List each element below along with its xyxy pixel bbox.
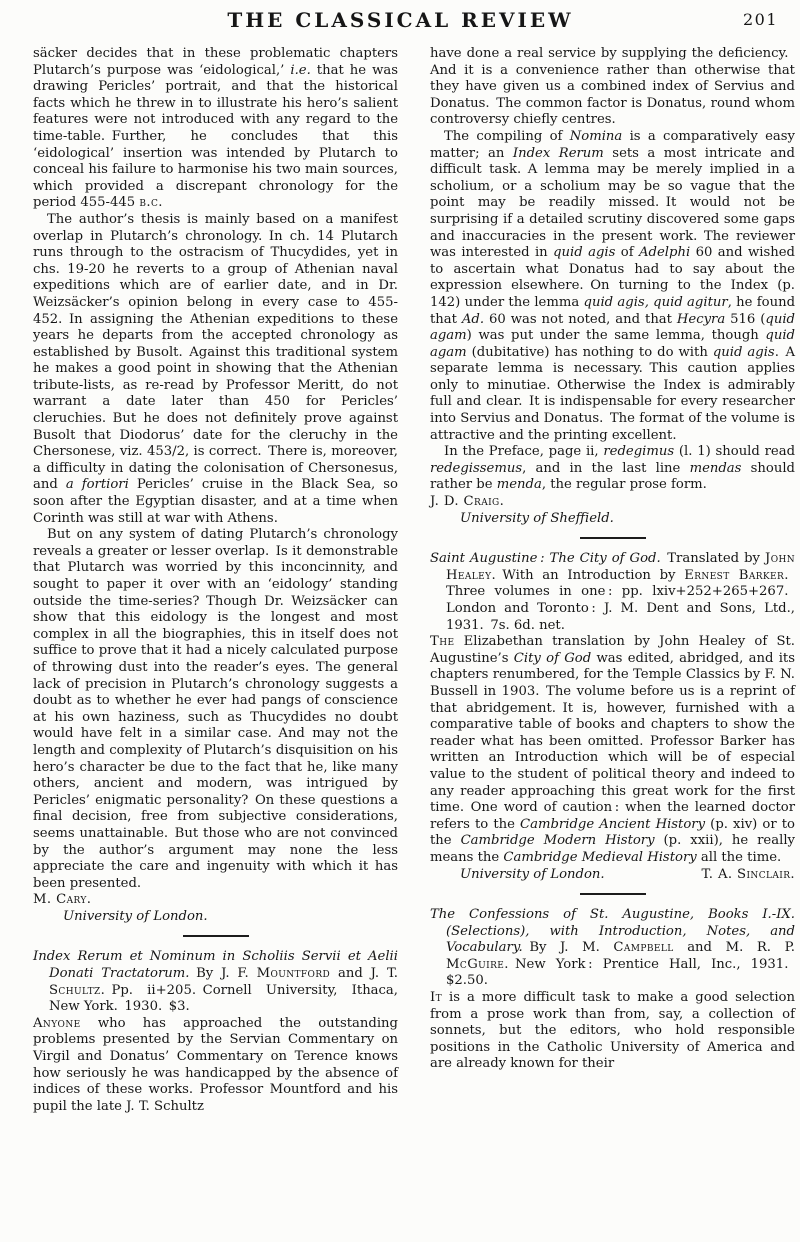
text-segment: Cambridge Modern History	[460, 833, 655, 849]
left-column	[33, 46, 398, 1115]
text-segment: säcker decides that in these problematic chapters Plutarch’s purpose was ‘eidological,’	[33, 46, 398, 78]
reviewer-signature	[430, 494, 795, 511]
text-segment: should rather be	[430, 460, 795, 493]
text-segment: (l. 1) should read	[674, 444, 796, 460]
text-segment: University of London.	[460, 866, 605, 882]
text-segment: The Confessions of St. Augustine, Books I.-IX. (Selections), with Introduction, Notes, and Vocabulary.	[430, 907, 795, 956]
text-segment: Campbell	[613, 940, 674, 956]
text-segment: 60 and wished to ascertain what Donatus had to say about the expression elsewhere. On turning to the Index (p. 142) under the lemma	[430, 245, 795, 310]
text-segment: . Three volumes in one : pp. lxiv+252+265+267. London and Toronto : J. M. Dent and Sons, Ltd., 1931. 7s. 6d. net.	[446, 567, 796, 633]
review-text-paragraph	[33, 527, 398, 892]
two-column-body	[33, 46, 796, 1115]
text-segment: The	[430, 634, 455, 650]
text-segment: By J. F.	[189, 966, 257, 982]
page-header	[33, 6, 796, 38]
text-segment: is a comparatively easy matter; an	[430, 128, 795, 161]
text-segment: of	[615, 245, 640, 261]
text-segment: , and in the last line	[522, 460, 690, 476]
text-segment: all the time.	[696, 849, 782, 865]
review-text-paragraph	[33, 46, 398, 212]
review-text-paragraph	[430, 129, 795, 444]
reviewer-signature	[33, 892, 398, 909]
text-segment: Ernest Barker	[684, 567, 785, 583]
text-segment: i.e.	[290, 62, 311, 78]
text-segment: Nomina	[569, 128, 623, 144]
text-segment: and J. T.	[330, 966, 399, 982]
text-segment: (dubitative) has nothing to do with	[466, 344, 713, 360]
text-segment: , he found that	[430, 294, 796, 327]
text-segment: Hecyra	[676, 311, 726, 327]
text-segment: The compiling of	[444, 128, 570, 144]
reviewer-affiliation	[33, 909, 398, 926]
text-segment: McGuire	[446, 956, 505, 972]
text-segment: a fortiori	[65, 477, 129, 493]
text-segment: Translated by	[660, 551, 766, 567]
text-segment: But on any system of dating Plutarch’s chronology reveals a greater or lesser overlap. Is it demonstrable that Plutarch was worried by this inconcinnity, and sought to paper it over with an ‘eidology’ standing outside the time-series? Though Dr. Weizsäcker can show that this eidology is the longest and most complex in all the biographies, this in itself does not suffice to prove that it had a nicely calculated purpose of throwing dust into the reader’s eyes. The general lack of precision in Plutarch’s chronology suggests a doubt as to whether he ever had pangs of conscience at his own haziness, such as Thucydides no doubt would have felt in a similar case. And may not the length and complexity of Plutarch’s disquisition on his hero’s character be due to the fact that he, like many others, ancient and modern, was intrigued by Pericles’ enigmatic personality? On these questions a final decision, free from subjective considerations, seems unattainable. But those who are not convinced by the author’s argument may none the less appreciate the care and ingenuity with which it has been presented.	[33, 527, 398, 891]
review-text-paragraph	[33, 1016, 398, 1116]
text-segment: b.c.	[139, 195, 163, 211]
text-segment: University of Sheffield.	[460, 510, 614, 526]
text-segment: In the Preface, page ii,	[444, 444, 604, 460]
text-segment: Index Rerum	[512, 145, 604, 161]
right-column	[430, 46, 795, 1115]
review-text-paragraph	[33, 212, 398, 527]
text-segment: redegissemus	[430, 460, 523, 476]
review-text-paragraph	[430, 444, 795, 494]
text-segment: Anyone	[33, 1015, 81, 1031]
text-segment: . A separate lemma is necessary. This caution applies only to minutiae. Otherwise the Index is admirably full and clear. It is indispensable for every researcher into Servius and Donatus. The format of the volume is attractive and the printing excellent.	[430, 344, 795, 443]
text-segment: , the regular prose form.	[541, 477, 707, 493]
text-segment: Ad.	[461, 311, 485, 327]
journal-title: THE CLASSICAL REVIEW	[227, 8, 574, 32]
text-segment: . Pp. ii+205. Cornell University, Ithaca, New York. 1930. $3.	[49, 982, 398, 1015]
text-segment: (p. xxii), he really means the	[430, 833, 795, 865]
text-segment: It	[430, 990, 443, 1006]
text-segment: sets a most intricate and difficult task. A lemma may be merely implied in a scholium, or a scholium may be so vague that the point may be readily missed. It would not be surprising if a detailed scrutiny discovered some gaps and inaccuracies in the present work. The reviewer was interested in	[430, 145, 795, 261]
text-segment: Adelphi	[639, 245, 691, 261]
text-segment: quid agis	[553, 245, 616, 261]
text-segment: 60 was not noted, and that	[484, 311, 677, 327]
book-citation-heading	[33, 949, 398, 1015]
text-segment: Cambridge Medieval History	[503, 849, 697, 865]
text-segment: quid agis, quid agitur	[583, 294, 728, 310]
text-segment: who has approached the outstanding problems presented by the Servian Commentary on Virgil and Donatus’ Commentary on Terence knows how seriously he was handicapped by the absence of indices of these works. Professor Mountford and his pupil the late J. T. Schultz	[33, 1015, 398, 1114]
page-number: 201	[742, 10, 778, 29]
text-segment: City of God	[513, 650, 592, 666]
text-segment: 516 (	[725, 311, 766, 327]
text-segment: was edited, abridged, and its chapters renumbered, for the Temple Classics by F. N. Bussell in 1903. The volume before us is a reprint of that abridgement. It is, however, furnished with a comparative table of books and chapters to show the reader what has been omitted. Professor Barker has written an Introduction which will be of especial value to the student of political theory and indeed to any reader approaching this great work for the first time. One word of caution : when the learned doctor refers to the	[430, 650, 796, 832]
review-separator-rule	[580, 537, 646, 539]
text-segment: John Healey	[446, 551, 796, 583]
text-segment: have done a real service by supplying the deficiency. And it is a convenience rather than otherwise that they have given us a combined index of Servius and Donatus. The common factor is Donatus, round whom controversy chiefly centres.	[430, 46, 795, 128]
text-segment: The author’s thesis is mainly based on a manifest overlap in Plutarch’s chronology. In ch. 14 Plutarch runs through to the ostracism of Thucydides, yet in chs. 19-20 he reverts to a group of Athenian naval expeditions which are of earlier date, and in Dr. Weizsäcker’s opinion belong in every case to 455-452. In assigning the Athenian expeditions to these years he departs from the accepted chronology as established by Busolt. Against this traditional system he makes a good point in showing that the Athenian tribute-lists, as re-read by Professor Meritt, do not warrant a date later than 450 for Pericles’ cleruchies. But he does not definitely prove against Busolt that Diodorus’ date for the cleruchy in the Chersonese, viz. 453/2, is correct. There is, moreover, a difficulty in dating the colonisation of Chersonesus, and	[33, 211, 398, 493]
text-segment: Index Rerum et Nominum in Scholiis Servii et Aelii Donati Tractatorum.	[33, 949, 398, 982]
text-segment: Pericles’ cruise in the Black Sea, so soon after the Egyptian disaster, and at a time when Corinth was still at war with Athens.	[33, 477, 398, 526]
text-segment: redegimus	[603, 444, 675, 460]
text-segment: mendas	[689, 460, 742, 476]
text-segment: J. D. Craig.	[430, 494, 505, 510]
text-segment: quid agam	[430, 328, 795, 360]
text-segment: T. A. Sinclair.	[701, 866, 795, 882]
review-separator-rule	[580, 893, 646, 895]
text-segment: By J. M.	[522, 940, 614, 956]
text-segment: M. Cary.	[33, 892, 92, 908]
text-segment: quid agis	[712, 344, 775, 360]
text-segment: (p. xiv) or to the	[430, 816, 796, 849]
text-segment: Schultz	[49, 982, 101, 998]
book-citation-heading	[430, 907, 795, 990]
text-segment: . New York : Prentice Hall, Inc., 1931. $2.50.	[446, 956, 795, 989]
text-segment: Mountford	[256, 966, 331, 982]
text-segment: that he was drawing Pericles’ portrait, and that the historical facts which he threw in to illustrate his hero’s salient features were not introduced with any regard to the time-table. Further, he concludes that this ‘eidological’ insertion was intended by Plutarch to conceal his failure to harmonise his two main sources, which provided a discrepant chronology for the period 455-445	[33, 62, 399, 211]
text-segment: menda	[496, 477, 542, 493]
text-segment: Saint Augustine : The City of God.	[430, 551, 661, 567]
text-segment: and M. R. P.	[673, 940, 795, 956]
text-segment: Cambridge Ancient History	[520, 816, 706, 832]
text-segment: University of London.	[63, 908, 208, 924]
review-separator-rule	[183, 935, 249, 937]
review-text-paragraph	[430, 46, 795, 129]
text-segment: Elizabethan translation by John Healey of St. Augustine’s	[430, 634, 795, 666]
book-citation-heading	[430, 551, 795, 634]
reviewer-affiliation	[430, 511, 795, 528]
text-segment: quid agam	[430, 311, 795, 344]
text-segment: ) was put under the same lemma, though	[466, 328, 766, 344]
text-segment: is a more difficult task to make a good selection from a prose work than from, say, a collection of sonnets, but the editors, who hold responsible positions in the Catholic University of America and are already known for their	[430, 990, 795, 1072]
review-text-paragraph	[430, 990, 795, 1073]
text-segment: . With an Introduction by	[491, 567, 685, 583]
